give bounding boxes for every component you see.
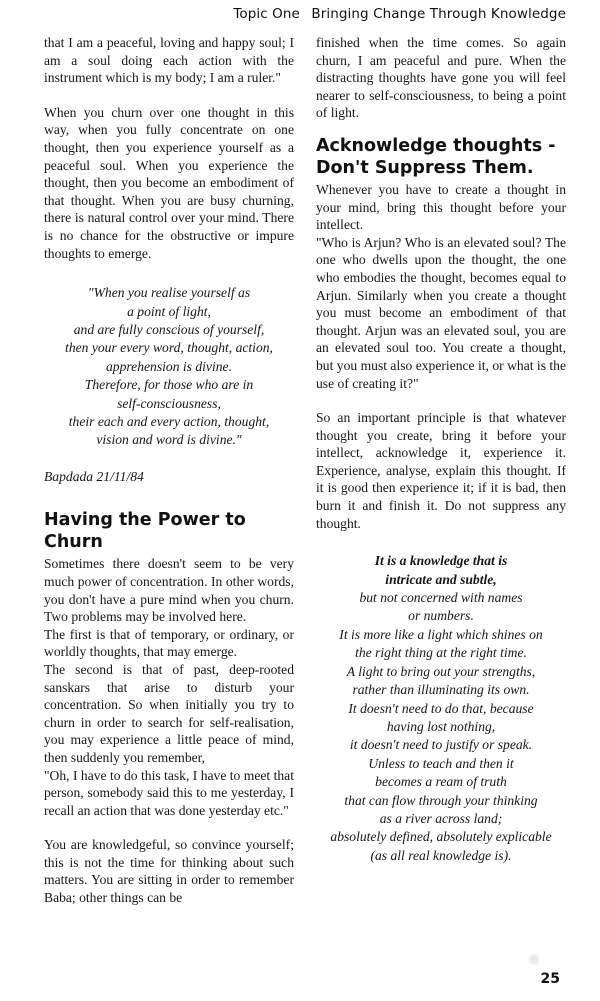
- poem-line: as a river across land;: [379, 810, 503, 826]
- poem-line: It is more like a light which shines on: [339, 626, 543, 642]
- page-ornament: [528, 951, 540, 965]
- paragraph: that I am a peaceful, loving and happy soul; I am a soul doing each action with the instrument which is my body; I am a ruler.": [44, 35, 294, 86]
- paragraph: Whenever you have to create a thought in your mind, bring this thought before your intellect.: [316, 181, 566, 233]
- poem-line: having lost nothing,: [386, 718, 496, 734]
- right-column: [316, 34, 566, 865]
- poem-line: the right thing at the right time.: [355, 645, 527, 661]
- section-heading: Having the Power to Churn: [44, 510, 246, 553]
- poem-line: Unless to teach and then it: [368, 755, 514, 771]
- quote-line: Therefore, for those who are in: [84, 377, 254, 393]
- running-header: [233, 6, 566, 22]
- quote-line: apprehension is divine.: [106, 358, 232, 374]
- section-heading: [316, 135, 566, 179]
- poem-line: intricate and subtle,: [385, 571, 497, 587]
- quote-line: their each and every action, thought,: [68, 413, 270, 429]
- poem-line: but not concerned with names: [359, 590, 523, 606]
- quote-line: then your every word, thought, action,: [65, 340, 273, 356]
- paragraph: You are knowledgeful, so convince yourself; this is not the time for thinking about such matters. You are sitting in order to remember Baba; other things can be: [44, 837, 294, 906]
- paragraph: Sometimes there doesn't seem to be very much power of concentration. In other words, you don't have a pure mind when you churn. Two problems may be involved here.: [44, 556, 294, 625]
- heading-line: Acknowledge thoughts -: [316, 135, 556, 156]
- poem-line: absolutely defined, absolutely explicable: [330, 829, 552, 845]
- quote-attribution: Bapdada 21/11/84: [44, 468, 144, 484]
- pull-quote: [44, 284, 294, 450]
- poem-line: that can flow through your thinking: [344, 792, 538, 808]
- poem-line: It is a knowledge that is: [374, 553, 508, 569]
- quote-line: vision and word is divine.": [96, 432, 242, 448]
- topic-label: Topic One: [233, 6, 300, 22]
- poem-line: it doesn't need to justify or speak.: [349, 737, 533, 753]
- page-number: 25: [540, 971, 560, 987]
- poem-line: or numbers.: [408, 608, 474, 624]
- paragraph: The first is that of temporary, or ordinary, or worldly thoughts, that may emerge.: [44, 626, 294, 660]
- quote-line: and are fully conscious of yourself,: [73, 321, 265, 337]
- poem-line: A light to bring out your strengths,: [346, 663, 536, 679]
- paragraph: When you churn over one thought in this way, when you fully concentrate on one thought, then you experience yourself as a peaceful soul. When you experience the thought, then you become an embodiment of that thought. When you are busy churning, there is natural control over your mind. There is no chance for the obstructive or impure thoughts to emerge.: [44, 104, 294, 261]
- poem-line: becomes a ream of truth: [375, 774, 507, 790]
- paragraph: The second is that of past, deep-rooted sanskars that arise to disturb your concentration. So when initially you try to churn in order to search for self-realisation, you may experience a little peace of mind, then suddenly you remember,: [44, 661, 294, 765]
- paragraph: finished when the time comes. So again churn, I am peaceful and pure. When the distracting thoughts have gone you will feel nearer to self-consciousness, to being a point of light.: [316, 35, 566, 121]
- heading-line: Don't Suppress Them.: [316, 157, 534, 178]
- paragraph: "Who is Arjun? Who is an elevated soul? The one who dwells upon the thought, the one who embodies the thought, becomes equal to Arjun. Similarly when you create a thought you must become an embodiment of that thought. Arjun was an elevated soul, you are an elevated soul too. You create a thought, but you must also experience it, or what is the use of creating it?": [316, 234, 566, 391]
- chapter-title: Bringing Change Through Knowledge: [311, 6, 566, 22]
- poem-line: rather than illuminating its own.: [352, 682, 530, 698]
- poem: [316, 552, 566, 865]
- paragraph: "Oh, I have to do this task, I have to meet that person, somebody said this to me yesterday, I recall an action that was done yesterday etc.": [44, 767, 294, 818]
- quote-line: self-consciousness,: [117, 395, 221, 411]
- paragraph: So an important principle is that whatever thought you create, bring it before your intellect, acknowledge it, experience it. Experience, analyse, explain this thought. If it is good then experience it; if it is bad, then burn it and finish it. Do not suppress any thought.: [316, 410, 566, 531]
- left-column: [44, 34, 294, 907]
- poem-line: It doesn't need to do that, because: [348, 700, 534, 716]
- quote-line: a point of light,: [127, 303, 211, 319]
- quote-line: "When you realise yourself as: [87, 285, 251, 301]
- poem-line: (as all real knowledge is).: [370, 847, 512, 863]
